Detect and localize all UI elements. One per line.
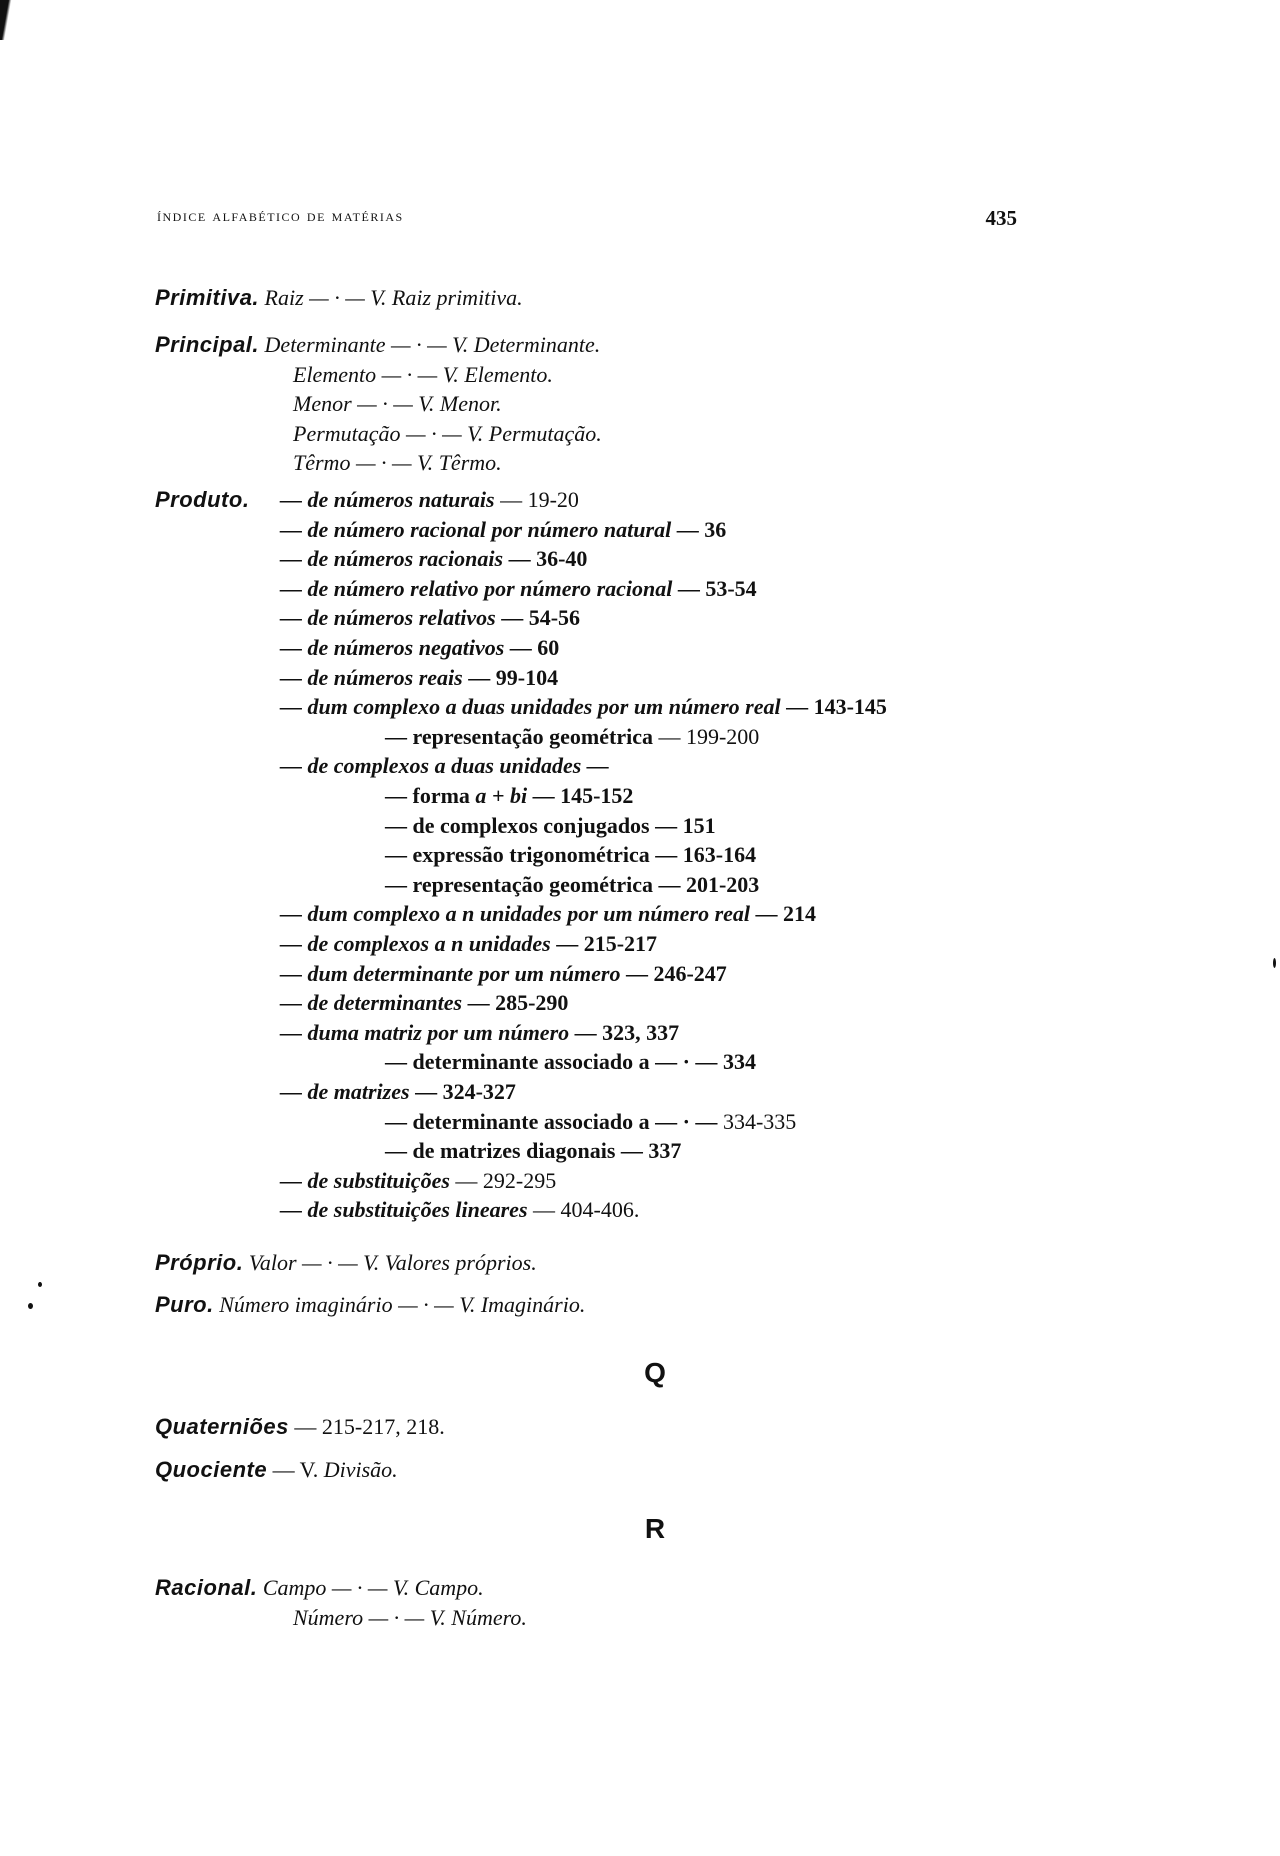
- entry-term: Quociente: [155, 1457, 268, 1482]
- page-ref: — 215-217: [556, 931, 658, 956]
- entry-text: — expressão trigonométrica: [385, 842, 650, 867]
- entry-term: Próprio.: [155, 1250, 244, 1275]
- entry-puro: [155, 1291, 585, 1319]
- entry-text: — de números naturais: [280, 487, 495, 512]
- page-ref: — 323, 337: [574, 1020, 680, 1045]
- subentry: [280, 604, 580, 632]
- entry-text: — de complexos conjugados: [385, 813, 650, 838]
- entry-term: Produto.: [155, 487, 250, 512]
- entry-proprio: [155, 1249, 537, 1277]
- entry-term: Racional.: [155, 1575, 258, 1600]
- cross-reference: Número.: [451, 1605, 527, 1630]
- section-letter-r: R: [644, 1513, 666, 1544]
- entry-text: Têrmo — · — V.: [293, 450, 434, 475]
- page-ref: — 60: [509, 635, 560, 660]
- entry-primitiva: [155, 284, 523, 312]
- subentry: [280, 545, 587, 573]
- entry-text: Número — · — V.: [293, 1605, 446, 1630]
- entry-text: — de número relativo por número racional: [280, 576, 673, 601]
- subentry: [280, 486, 579, 514]
- entry-text: — dum complexo a duas unidades por um número real: [280, 694, 781, 719]
- sub-subentry: [385, 812, 716, 840]
- subentry: [280, 575, 757, 603]
- scan-speck: [1273, 958, 1276, 968]
- entry-text: — de substituições lineares: [280, 1197, 528, 1222]
- page-ref: 334-335: [722, 1109, 797, 1134]
- running-header: [157, 206, 1017, 236]
- cross-reference: Valores próprios.: [384, 1250, 537, 1275]
- subentry: [293, 420, 602, 448]
- sub-subentry: [385, 1108, 796, 1136]
- sub-subentry: [385, 782, 633, 810]
- subentry: [293, 449, 502, 477]
- subentry: [280, 752, 609, 780]
- page-ref: — 54-56: [501, 605, 581, 630]
- page-ref: — 36: [676, 517, 727, 542]
- subentry: [280, 989, 568, 1017]
- entry-text: Campo — · — V.: [262, 1575, 410, 1600]
- page-ref: — 215-217, 218.: [294, 1414, 445, 1439]
- subentry: [280, 1019, 679, 1047]
- entry-text: — dum complexo a n unidades por um número real: [280, 901, 751, 926]
- entry-principal: [155, 331, 600, 359]
- entry-text: — de número racional por número natural: [280, 517, 672, 542]
- page-ref: — 337: [620, 1138, 682, 1163]
- entry-text: — determinante associado a — · —: [385, 1109, 718, 1134]
- cross-reference: Menor.: [439, 391, 502, 416]
- entry-text: — de complexos a n unidades: [280, 931, 551, 956]
- cross-reference: Imaginário.: [480, 1292, 586, 1317]
- page-ref: — 36-40: [508, 546, 588, 571]
- page-ref: — 201-203: [658, 872, 760, 897]
- page-number: 435: [985, 206, 1017, 230]
- entry-term: Primitiva.: [155, 285, 260, 310]
- page-ref: — 53-54: [677, 576, 757, 601]
- entry-racional: [155, 1574, 484, 1602]
- entry-text: — V.: [272, 1457, 319, 1482]
- subentry: [293, 361, 553, 389]
- entry-text: — de números racionais: [280, 546, 504, 571]
- entry-term: Principal.: [155, 332, 260, 357]
- section-letter-q: Q: [644, 1357, 666, 1388]
- subentry: [293, 1604, 527, 1632]
- entry-text: — representação geométrica: [385, 872, 653, 897]
- entry-text: — de substituições: [280, 1168, 450, 1193]
- page-ref: — 163-164: [655, 842, 757, 867]
- subentry: [280, 1196, 639, 1224]
- cross-reference: Divisão.: [323, 1457, 398, 1482]
- entry-text: Permutação — · — V.: [293, 421, 484, 446]
- cross-reference: Elemento.: [464, 362, 553, 387]
- header-title: índice alfabético de matérias: [157, 206, 404, 225]
- page-ref: — 19-20: [500, 487, 579, 512]
- page-ref: 334: [722, 1049, 756, 1074]
- cross-reference: Raiz primitiva.: [391, 285, 523, 310]
- page-ref: — 214: [755, 901, 817, 926]
- subentry: [293, 390, 502, 418]
- subentry: [280, 693, 887, 721]
- entry-produto: [155, 486, 249, 514]
- entry-text: Elemento — · — V.: [293, 362, 459, 387]
- scan-speck: [38, 1282, 42, 1287]
- entry-text: — de matrizes: [280, 1079, 410, 1104]
- entry-term: Puro.: [155, 1292, 214, 1317]
- cross-reference: Campo.: [414, 1575, 484, 1600]
- page-ref: — 151: [655, 813, 716, 838]
- page-ref: — 99-104: [468, 665, 559, 690]
- sub-subentry: [385, 1048, 756, 1076]
- subentry: [280, 1167, 556, 1195]
- entry-text: — determinante associado a — · —: [385, 1049, 718, 1074]
- subentry: [280, 960, 727, 988]
- entry-text: Número imaginário — · — V.: [219, 1292, 476, 1317]
- page-ref: — 292-295: [455, 1168, 557, 1193]
- page-ref: — 246-247: [625, 961, 727, 986]
- page-ref: — 199-200: [658, 724, 760, 749]
- entry-text: — forma: [385, 783, 476, 808]
- entry-text: — dum determinante por um número: [280, 961, 621, 986]
- cross-reference: Permutação.: [488, 421, 602, 446]
- entry-text: — de números relativos: [280, 605, 496, 630]
- sub-subentry: [385, 723, 759, 751]
- math-expression: a + bi: [475, 783, 528, 808]
- subentry: [280, 930, 657, 958]
- scan-speck: [28, 1303, 33, 1309]
- page-ref: — 404-406.: [533, 1197, 640, 1222]
- entry-quaternioes: [155, 1413, 445, 1441]
- entry-text: Raiz — · — V.: [264, 285, 387, 310]
- entry-text: — de números negativos: [280, 635, 505, 660]
- entry-text: — de matrizes diagonais: [385, 1138, 616, 1163]
- page-ref: — 285-290: [467, 990, 569, 1015]
- sub-subentry: [385, 871, 759, 899]
- subentry: [280, 900, 816, 928]
- subentry: [280, 664, 558, 692]
- page-ref: — 145-152: [532, 783, 634, 808]
- subentry: [280, 1078, 516, 1106]
- cross-reference: Determinante.: [473, 332, 601, 357]
- sub-subentry: [385, 841, 756, 869]
- scan-edge-mark: [0, 0, 12, 40]
- entry-text: — de números reais: [280, 665, 463, 690]
- entry-text: — de determinantes: [280, 990, 463, 1015]
- entry-text: — de complexos a duas unidades —: [280, 753, 609, 778]
- page-ref: — 143-145: [786, 694, 887, 719]
- entry-text: — duma matriz por um número: [280, 1020, 570, 1045]
- sub-subentry: [385, 1137, 681, 1165]
- entry-text: Valor — · — V.: [248, 1250, 380, 1275]
- entry-text: — representação geométrica: [385, 724, 653, 749]
- subentry: [280, 516, 726, 544]
- entry-text: Determinante — · — V.: [264, 332, 469, 357]
- subentry: [280, 634, 559, 662]
- cross-reference: Têrmo.: [438, 450, 502, 475]
- entry-quociente: [155, 1456, 398, 1484]
- entry-text: Menor — · — V.: [293, 391, 435, 416]
- entry-term: Quaterniões: [155, 1414, 289, 1439]
- page-ref: — 324-327: [415, 1079, 516, 1104]
